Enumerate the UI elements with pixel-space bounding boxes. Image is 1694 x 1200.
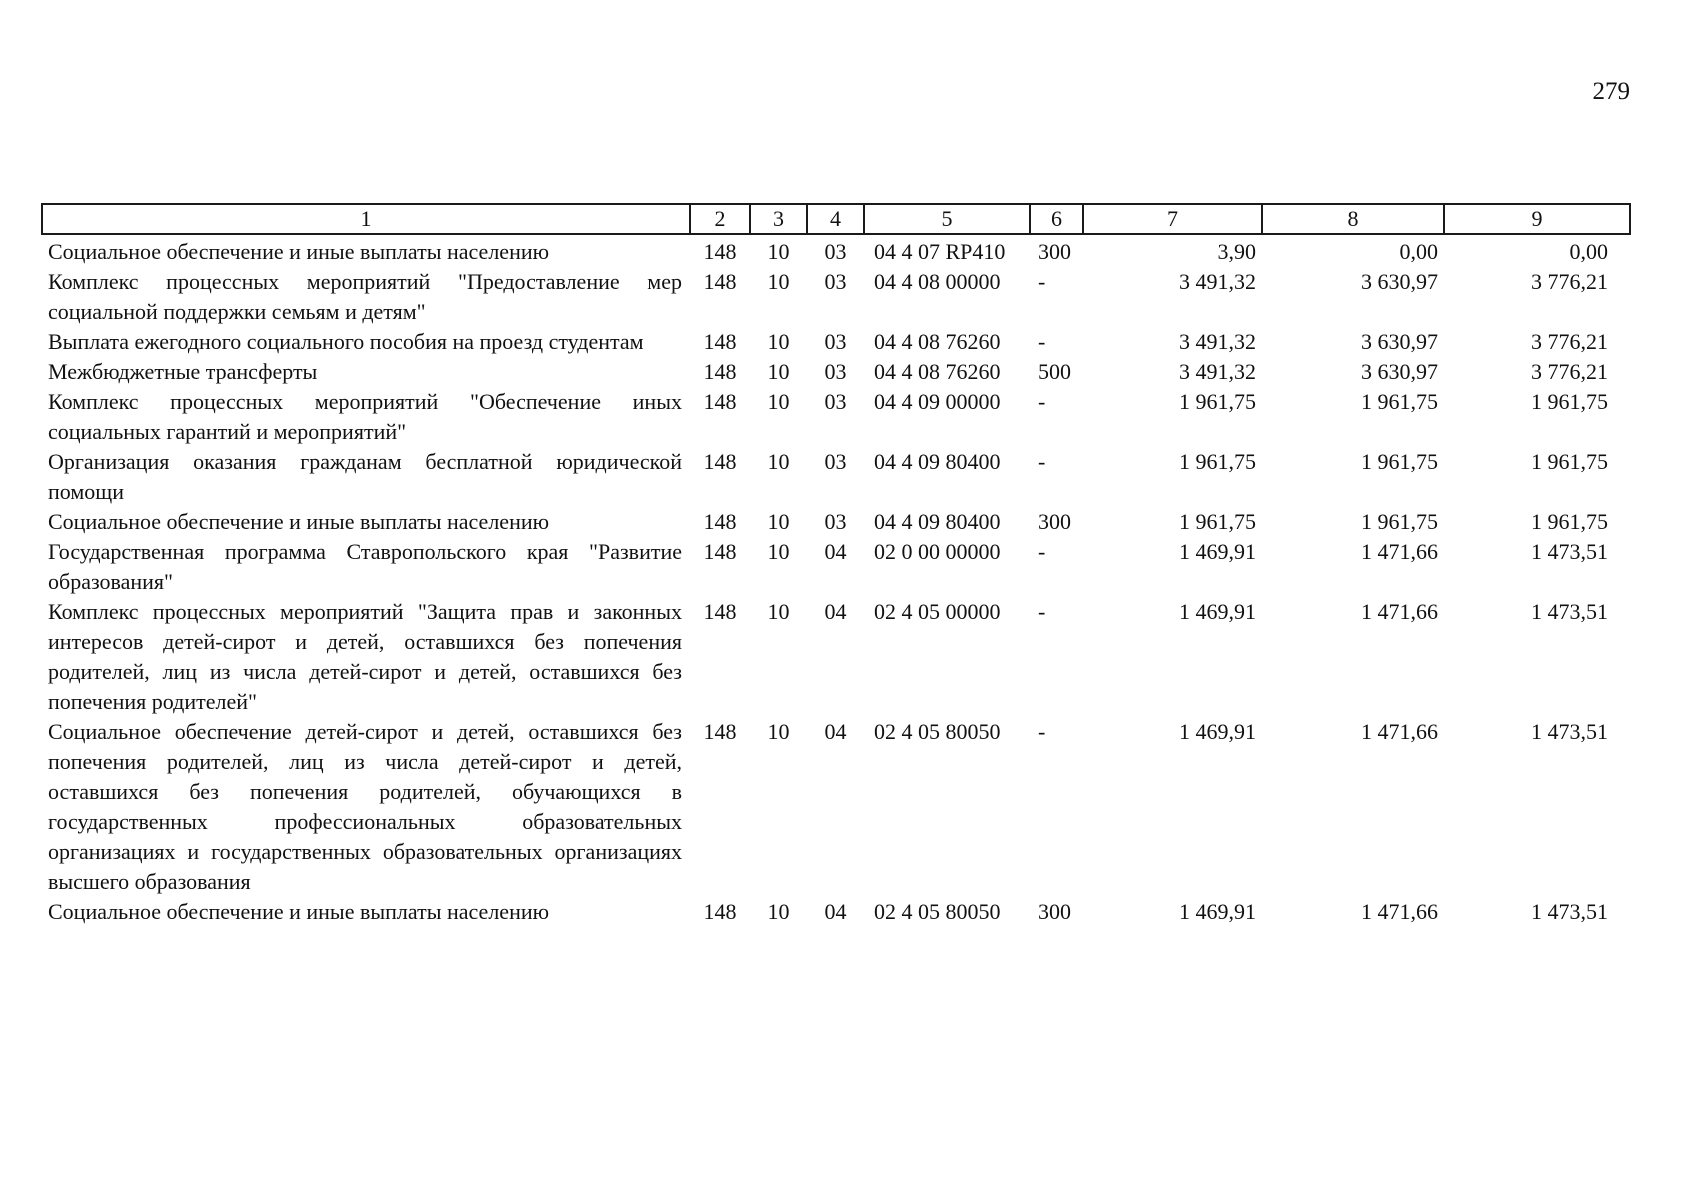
row-subsection-code: 03 [824, 269, 847, 294]
row-value-8: 3 630,97 [1361, 329, 1438, 354]
page-number: 279 [1592, 78, 1630, 105]
row-subsection-code: 03 [824, 389, 847, 414]
table-header-row [42, 204, 1630, 234]
row-target-code: 04 4 08 76260 [874, 359, 1001, 384]
row-section-code: 10 [767, 269, 790, 294]
row-expense-type: - [1038, 539, 1046, 564]
row-expense-type: - [1038, 449, 1046, 474]
row-name: Выплата ежегодного социального пособия на проезд студентам [48, 329, 644, 354]
row-subsection-code: 04 [824, 599, 847, 624]
row-subsection-code: 03 [824, 239, 847, 264]
row-value-7: 1 961,75 [1179, 509, 1256, 534]
row-section-code: 10 [767, 449, 790, 474]
column-header-5: 5 [864, 204, 1030, 234]
row-section-code: 10 [767, 899, 790, 924]
row-expense-type: - [1038, 269, 1046, 294]
column-header-7: 7 [1083, 204, 1262, 234]
row-value-9: 1 473,51 [1531, 719, 1608, 744]
row-gr-code: 148 [703, 449, 737, 474]
row-value-9: 3 776,21 [1531, 329, 1608, 354]
row-section-code: 10 [767, 539, 790, 564]
row-value-7: 1 961,75 [1179, 389, 1256, 414]
table-row [42, 447, 1630, 507]
row-name: Социальное обеспечение и иные выплаты населению [48, 899, 550, 924]
column-header-8: 8 [1262, 204, 1444, 234]
row-section-code: 10 [767, 719, 790, 744]
row-gr-code: 148 [703, 359, 737, 384]
row-gr-code: 148 [703, 389, 737, 414]
row-target-code: 04 4 09 00000 [874, 389, 1001, 414]
row-target-code: 04 4 09 80400 [874, 449, 1001, 474]
table-row [42, 357, 1630, 387]
row-expense-type: - [1038, 719, 1046, 744]
table-row [42, 717, 1630, 897]
row-gr-code: 148 [703, 239, 737, 264]
row-target-code: 04 4 08 00000 [874, 269, 1001, 294]
row-subsection-code: 03 [824, 509, 847, 534]
column-header-1: 1 [42, 204, 690, 234]
row-value-8: 1 471,66 [1361, 539, 1438, 564]
row-value-7: 1 469,91 [1179, 599, 1256, 624]
table-row [42, 597, 1630, 717]
row-value-7: 3 491,32 [1179, 329, 1256, 354]
row-subsection-code: 04 [824, 539, 847, 564]
row-gr-code: 148 [703, 719, 737, 744]
column-header-6: 6 [1030, 204, 1083, 234]
row-target-code: 04 4 09 80400 [874, 509, 1001, 534]
table-row [42, 234, 1630, 267]
table-row [42, 267, 1630, 327]
row-target-code: 04 4 07 RP410 [874, 239, 1006, 264]
row-subsection-code: 04 [824, 899, 847, 924]
row-gr-code: 148 [703, 539, 737, 564]
row-value-9: 1 473,51 [1531, 599, 1608, 624]
row-target-code: 02 4 05 80050 [874, 899, 1001, 924]
table-row [42, 327, 1630, 357]
row-expense-type: 300 [1038, 899, 1071, 924]
row-gr-code: 148 [703, 329, 737, 354]
row-value-8: 1 471,66 [1361, 599, 1438, 624]
row-value-7: 1 469,91 [1179, 719, 1256, 744]
row-value-8: 3 630,97 [1361, 269, 1438, 294]
row-value-7: 3,90 [1217, 239, 1256, 264]
row-value-7: 3 491,32 [1179, 359, 1256, 384]
row-target-code: 02 4 05 80050 [874, 719, 1001, 744]
row-expense-type: - [1038, 599, 1046, 624]
table-row [42, 387, 1630, 447]
row-section-code: 10 [767, 389, 790, 414]
row-name: Комплекс процессных мероприятий "Обеспечение иных социальных гарантий и мероприятий" [48, 389, 682, 444]
row-name: Социальное обеспечение и иные выплаты населению [48, 509, 550, 534]
row-value-9: 1 961,75 [1531, 389, 1608, 414]
row-name: Социальное обеспечение и иные выплаты населению [48, 239, 550, 264]
row-value-8: 1 471,66 [1361, 899, 1438, 924]
row-gr-code: 148 [703, 509, 737, 534]
row-name: Комплекс процессных мероприятий "Предоставление мер социальной поддержки семьям и детям" [48, 269, 682, 324]
column-header-9: 9 [1444, 204, 1630, 234]
row-value-8: 1 471,66 [1361, 719, 1438, 744]
row-subsection-code: 03 [824, 449, 847, 474]
row-value-8: 1 961,75 [1361, 449, 1438, 474]
table-row [42, 897, 1630, 927]
row-section-code: 10 [767, 329, 790, 354]
row-gr-code: 148 [703, 899, 737, 924]
row-value-7: 1 469,91 [1179, 899, 1256, 924]
row-target-code: 02 4 05 00000 [874, 599, 1001, 624]
row-value-8: 1 961,75 [1361, 509, 1438, 534]
row-expense-type: 500 [1038, 359, 1071, 384]
row-name: Государственная программа Ставропольского края "Развитие образования" [48, 539, 682, 594]
column-header-4: 4 [807, 204, 864, 234]
row-expense-type: - [1038, 329, 1046, 354]
row-value-7: 1 961,75 [1179, 449, 1256, 474]
row-name: Социальное обеспечение детей-сирот и детей, оставшихся без попечения родителей, лиц из числа детей-сирот и детей, оставшихся без попечения родителей, обучающихся в государственных профессиональных образовательных организациях и государственных образовательных организациях высшего образования [48, 719, 682, 894]
row-subsection-code: 04 [824, 719, 847, 744]
row-expense-type: - [1038, 389, 1046, 414]
column-header-2: 2 [690, 204, 750, 234]
row-value-9: 0,00 [1569, 239, 1608, 264]
row-section-code: 10 [767, 359, 790, 384]
row-name: Межбюджетные трансферты [48, 359, 318, 384]
row-section-code: 10 [767, 239, 790, 264]
row-target-code: 04 4 08 76260 [874, 329, 1001, 354]
row-value-7: 1 469,91 [1179, 539, 1256, 564]
row-value-8: 1 961,75 [1361, 389, 1438, 414]
row-gr-code: 148 [703, 599, 737, 624]
row-value-9: 1 473,51 [1531, 539, 1608, 564]
row-gr-code: 148 [703, 269, 737, 294]
row-value-8: 3 630,97 [1361, 359, 1438, 384]
row-value-9: 1 473,51 [1531, 899, 1608, 924]
row-target-code: 02 0 00 00000 [874, 539, 1001, 564]
row-expense-type: 300 [1038, 239, 1071, 264]
table-row [42, 537, 1630, 597]
row-value-9: 1 961,75 [1531, 449, 1608, 474]
row-value-9: 3 776,21 [1531, 359, 1608, 384]
row-value-9: 1 961,75 [1531, 509, 1608, 534]
row-value-9: 3 776,21 [1531, 269, 1608, 294]
row-subsection-code: 03 [824, 329, 847, 354]
budget-table [41, 203, 1631, 927]
row-expense-type: 300 [1038, 509, 1071, 534]
row-value-7: 3 491,32 [1179, 269, 1256, 294]
column-header-3: 3 [750, 204, 807, 234]
row-subsection-code: 03 [824, 359, 847, 384]
row-name: Организация оказания гражданам бесплатной юридической помощи [48, 449, 682, 504]
row-value-8: 0,00 [1399, 239, 1438, 264]
row-section-code: 10 [767, 599, 790, 624]
row-section-code: 10 [767, 509, 790, 534]
row-name: Комплекс процессных мероприятий "Защита прав и законных интересов детей-сирот и детей, оставшихся без попечения родителей, лиц из числа детей-сирот и детей, оставшихся без попечения родителей" [48, 599, 682, 714]
table-row [42, 507, 1630, 537]
